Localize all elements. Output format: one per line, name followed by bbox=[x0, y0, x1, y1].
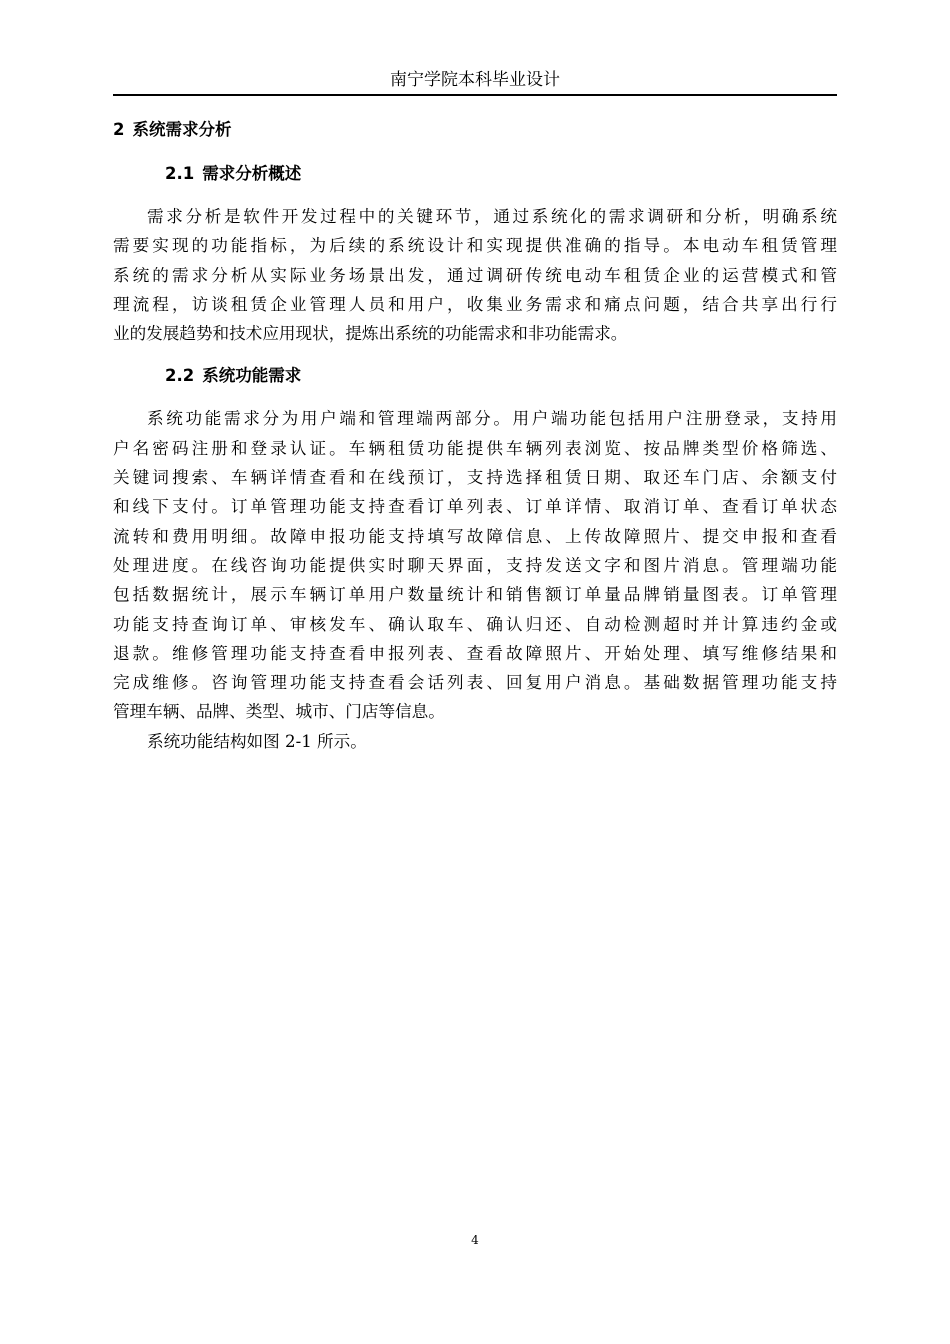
section-title: 系统需求分析 bbox=[132, 120, 232, 139]
page-number-value: 4 bbox=[471, 1233, 479, 1247]
section-number: 2 bbox=[113, 120, 125, 139]
paragraph-line: 包括数据统计，展示车辆订单用户数量统计和销售额订单量品牌销量图表。订单管理 bbox=[113, 585, 837, 605]
paragraph-line: 需求分析是软件开发过程中的关键环节，通过系统化的需求调研和分析，明确系统 bbox=[147, 207, 837, 226]
paragraph-line: 业的发展趋势和技术应用现状，提炼出系统的功能需求和非功能需求。 bbox=[113, 324, 628, 344]
subsection-number: 2.2 bbox=[165, 366, 195, 386]
subsection-title: 需求分析概述 bbox=[202, 164, 302, 183]
page-header bbox=[113, 66, 837, 96]
section-heading bbox=[113, 116, 837, 144]
paragraph-line: 退款。维修管理功能支持查看申报列表、查看故障照片、开始处理、填写维修结果和 bbox=[113, 643, 837, 663]
header-title: 南宁学院本科毕业设计 bbox=[390, 70, 560, 90]
paragraph-line: 管理车辆、品牌、类型、城市、门店等信息。 bbox=[113, 702, 445, 722]
paragraph-line: 处理进度。在线咨询功能提供实时聊天界面，支持发送文字和图片消息。管理端功能 bbox=[113, 555, 837, 575]
paragraph-line: 功能支持查询订单、审核发车、确认取车、确认归还、自动检测超时并计算违约金或 bbox=[113, 614, 837, 634]
document-body bbox=[113, 116, 837, 756]
page-number bbox=[0, 1230, 950, 1250]
paragraph-line: 完成维修。咨询管理功能支持查看会话列表、回复用户消息。基础数据管理功能支持 bbox=[113, 673, 837, 693]
paragraph-line: 理流程，访谈租赁企业管理人员和用户，收集业务需求和痛点问题，结合共享出行行 bbox=[113, 294, 837, 314]
subsection-heading-2-1 bbox=[113, 160, 837, 188]
paragraph-line: 系统的需求分析从实际业务场景出发，通过调研传统电动车租赁企业的运营模式和管 bbox=[113, 265, 837, 285]
paragraph-line: 需要实现的功能指标，为后续的系统设计和实现提供准确的指导。本电动车租赁管理 bbox=[113, 236, 837, 256]
paragraph-line: 和线下支付。订单管理功能支持查看订单列表、订单详情、取消订单、查看订单状态 bbox=[113, 497, 837, 517]
paragraph-line: 系统功能需求分为用户端和管理端两部分。用户端功能包括用户注册登录，支持用 bbox=[147, 409, 837, 429]
paragraph-functional-requirements bbox=[113, 404, 837, 756]
subsection-heading-2-2 bbox=[113, 362, 837, 390]
subsection-title: 系统功能需求 bbox=[202, 366, 302, 386]
paragraph-line: 流转和费用明细。故障申报功能支持填写故障信息、上传故障照片、提交申报和查看 bbox=[113, 526, 837, 546]
figure-reference: 系统功能结构如图 2-1 所示。 bbox=[147, 731, 367, 751]
subsection-number: 2.1 bbox=[165, 164, 195, 183]
paragraph-requirements-overview bbox=[113, 202, 837, 348]
paragraph-line: 户名密码注册和登录认证。车辆租赁功能提供车辆列表浏览、按品牌类型价格筛选、 bbox=[113, 438, 837, 458]
paragraph-line: 关键词搜索、车辆详情查看和在线预订，支持选择租赁日期、取还车门店、余额支付 bbox=[113, 468, 837, 488]
